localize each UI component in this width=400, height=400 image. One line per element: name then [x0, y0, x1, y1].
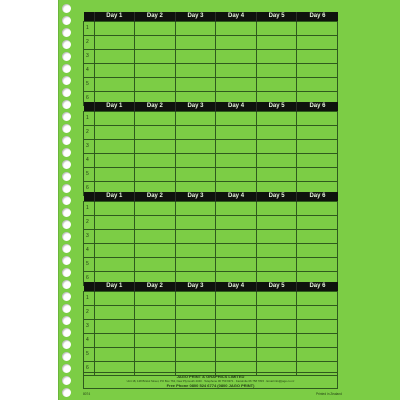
day-header: Day 4 [216, 102, 257, 112]
binding-hole [62, 52, 71, 61]
schedule-cell[interactable] [94, 306, 135, 320]
schedule-cell[interactable] [94, 64, 135, 78]
header-corner [84, 282, 95, 292]
binding-hole [62, 4, 71, 13]
schedule-cell[interactable] [256, 64, 297, 78]
schedule-cell[interactable] [297, 64, 338, 78]
schedule-cell[interactable] [256, 244, 297, 258]
schedule-cell[interactable] [297, 320, 338, 334]
schedule-row [84, 154, 338, 168]
schedule-cell[interactable] [175, 320, 216, 334]
schedule-cell[interactable] [135, 140, 176, 154]
binding-holes [59, 4, 75, 396]
day-header: Day 5 [256, 282, 297, 292]
binding-hole [62, 364, 71, 373]
day-header: Day 3 [175, 192, 216, 202]
binding-hole [62, 208, 71, 217]
header-corner [84, 102, 95, 112]
schedule-cell[interactable] [297, 334, 338, 348]
schedule-cell[interactable] [94, 258, 135, 272]
schedule-cell[interactable] [94, 22, 135, 36]
schedule-cell[interactable] [216, 216, 257, 230]
schedule-cell[interactable] [216, 258, 257, 272]
binding-hole [62, 64, 71, 73]
schedule-cell[interactable] [135, 36, 176, 50]
row-number: 4 [84, 334, 95, 348]
schedule-cell[interactable] [135, 168, 176, 182]
day-header: Day 1 [94, 282, 135, 292]
schedule-cell[interactable] [135, 126, 176, 140]
binding-hole [62, 184, 71, 193]
schedule-cell[interactable] [175, 64, 216, 78]
row-number: 4 [84, 154, 95, 168]
schedule-cell[interactable] [94, 202, 135, 216]
binding-hole [62, 148, 71, 157]
row-number: 5 [84, 168, 95, 182]
schedule-cell[interactable] [216, 140, 257, 154]
schedule-row [84, 50, 338, 64]
schedule-cell[interactable] [256, 202, 297, 216]
binding-hole [62, 340, 71, 349]
schedule-cell[interactable] [216, 334, 257, 348]
schedule-cell[interactable] [297, 22, 338, 36]
schedule-cell[interactable] [256, 22, 297, 36]
schedule-cell[interactable] [216, 112, 257, 126]
schedule-cell[interactable] [175, 168, 216, 182]
day-header: Day 3 [175, 102, 216, 112]
schedule-cell[interactable] [256, 126, 297, 140]
binding-hole [62, 172, 71, 181]
binding-hole [62, 280, 71, 289]
schedule-row [84, 126, 338, 140]
schedule-cell[interactable] [135, 22, 176, 36]
schedule-cell[interactable] [297, 292, 338, 306]
schedule-cell[interactable] [216, 168, 257, 182]
schedule-grid-1 [83, 12, 338, 106]
schedule-cell[interactable] [297, 230, 338, 244]
day-header: Day 6 [297, 282, 338, 292]
schedule-cell[interactable] [175, 216, 216, 230]
binding-hole [62, 160, 71, 169]
schedule-cell[interactable] [256, 306, 297, 320]
schedule-cell[interactable] [175, 348, 216, 362]
freephone: Free Phone 0800 524 6774 (0800 JAGO PRINT) [166, 383, 255, 388]
day-header: Day 5 [256, 192, 297, 202]
printer-footer [83, 372, 338, 389]
schedule-row [84, 292, 338, 306]
day-header: Day 2 [135, 192, 176, 202]
binding-hole [62, 196, 71, 205]
schedule-cell[interactable] [297, 258, 338, 272]
row-number: 6 [84, 362, 95, 376]
schedule-cell[interactable] [135, 202, 176, 216]
binding-hole [62, 40, 71, 49]
schedule-cell[interactable] [94, 168, 135, 182]
schedule-cell[interactable] [94, 36, 135, 50]
row-number: 2 [84, 216, 95, 230]
schedule-cell[interactable] [297, 348, 338, 362]
row-number: 3 [84, 230, 95, 244]
schedule-cell[interactable] [216, 320, 257, 334]
row-number: 6 [84, 272, 95, 286]
binding-hole [62, 328, 71, 337]
schedule-cell[interactable] [94, 126, 135, 140]
schedule-row [84, 112, 338, 126]
schedule-cell[interactable] [135, 334, 176, 348]
schedule-row [84, 64, 338, 78]
row-number: 2 [84, 36, 95, 50]
row-number: 3 [84, 50, 95, 64]
schedule-cell[interactable] [175, 244, 216, 258]
header-corner [84, 12, 95, 22]
day-header: Day 3 [175, 12, 216, 22]
schedule-cell[interactable] [94, 50, 135, 64]
schedule-cell[interactable] [94, 348, 135, 362]
schedule-cell[interactable] [175, 202, 216, 216]
schedule-cell[interactable] [175, 334, 216, 348]
schedule-row [84, 306, 338, 320]
schedule-cell[interactable] [175, 306, 216, 320]
schedule-cell[interactable] [256, 292, 297, 306]
schedule-cell[interactable] [216, 348, 257, 362]
row-number: 2 [84, 306, 95, 320]
schedule-cell[interactable] [216, 64, 257, 78]
schedule-cell[interactable] [297, 202, 338, 216]
day-header: Day 4 [216, 282, 257, 292]
schedule-cell[interactable] [175, 154, 216, 168]
schedule-cell[interactable] [135, 230, 176, 244]
schedule-cell[interactable] [216, 202, 257, 216]
schedule-cell[interactable] [135, 154, 176, 168]
day-header: Day 3 [175, 282, 216, 292]
schedule-row [84, 168, 338, 182]
binding-hole [62, 268, 71, 277]
schedule-cell[interactable] [297, 154, 338, 168]
schedule-cell[interactable] [256, 348, 297, 362]
schedule-cell[interactable] [94, 112, 135, 126]
day-header: Day 6 [297, 102, 338, 112]
schedule-cell[interactable] [216, 230, 257, 244]
binding-hole [62, 388, 71, 397]
schedule-row [84, 334, 338, 348]
row-number: 3 [84, 140, 95, 154]
binding-hole [62, 244, 71, 253]
day-header: Day 6 [297, 192, 338, 202]
binding-hole [62, 88, 71, 97]
schedule-cell[interactable] [135, 292, 176, 306]
schedule-cell[interactable] [216, 50, 257, 64]
schedule-cell[interactable] [135, 78, 176, 92]
schedule-row [84, 22, 338, 36]
schedule-cell[interactable] [216, 244, 257, 258]
schedule-cell[interactable] [297, 168, 338, 182]
row-number: 5 [84, 348, 95, 362]
schedule-cell[interactable] [94, 230, 135, 244]
schedule-cell[interactable] [135, 216, 176, 230]
schedule-cell[interactable] [94, 78, 135, 92]
schedule-cell[interactable] [297, 78, 338, 92]
schedule-cell[interactable] [135, 348, 176, 362]
schedule-cell[interactable] [216, 78, 257, 92]
schedule-row [84, 216, 338, 230]
schedule-cell[interactable] [175, 258, 216, 272]
row-number: 5 [84, 78, 95, 92]
header-corner [84, 192, 95, 202]
schedule-cell[interactable] [256, 154, 297, 168]
schedule-cell[interactable] [135, 112, 176, 126]
day-header: Day 5 [256, 102, 297, 112]
schedule-cell[interactable] [175, 230, 216, 244]
row-number: 6 [84, 182, 95, 196]
day-header: Day 6 [297, 12, 338, 22]
schedule-cell[interactable] [256, 320, 297, 334]
row-number: 1 [84, 292, 95, 306]
schedule-cell[interactable] [216, 22, 257, 36]
schedule-cell[interactable] [135, 258, 176, 272]
schedule-cell[interactable] [135, 64, 176, 78]
binding-hole [62, 316, 71, 325]
schedule-cell[interactable] [135, 244, 176, 258]
binding-hole [62, 16, 71, 25]
row-number: 3 [84, 320, 95, 334]
schedule-cell[interactable] [297, 244, 338, 258]
day-header: Day 4 [216, 192, 257, 202]
binding-hole [62, 76, 71, 85]
schedule-cell[interactable] [135, 320, 176, 334]
schedule-cell[interactable] [297, 50, 338, 64]
binding-hole [62, 100, 71, 109]
binding-hole [62, 376, 71, 385]
schedule-cell[interactable] [256, 112, 297, 126]
schedule-row [84, 230, 338, 244]
row-number: 5 [84, 258, 95, 272]
schedule-cell[interactable] [94, 140, 135, 154]
schedule-cell[interactable] [256, 50, 297, 64]
schedule-row [84, 244, 338, 258]
schedule-cell[interactable] [175, 112, 216, 126]
row-number: 1 [84, 112, 95, 126]
schedule-cell[interactable] [216, 36, 257, 50]
schedule-cell[interactable] [297, 112, 338, 126]
schedule-row [84, 36, 338, 50]
day-header: Day 4 [216, 12, 257, 22]
schedule-cell[interactable] [94, 216, 135, 230]
schedule-cell[interactable] [297, 216, 338, 230]
schedule-cell[interactable] [216, 306, 257, 320]
row-number: 1 [84, 22, 95, 36]
schedule-cell[interactable] [256, 168, 297, 182]
schedule-cell[interactable] [297, 126, 338, 140]
schedule-cell[interactable] [175, 22, 216, 36]
day-header: Day 2 [135, 282, 176, 292]
schedule-row [84, 320, 338, 334]
day-header: Day 2 [135, 102, 176, 112]
schedule-cell[interactable] [175, 126, 216, 140]
schedule-row [84, 140, 338, 154]
schedule-cell[interactable] [216, 154, 257, 168]
company-address: Unit 18, 128 Bristol Street, PO Box 762, New Plymouth 4340 · Telephone 06 759 9971 · Facsimile 06 758 7815 · Email info@jago.co.nz [126, 379, 295, 383]
schedule-cell[interactable] [175, 140, 216, 154]
binding-hole [62, 112, 71, 121]
day-header: Day 1 [94, 12, 135, 22]
schedule-cell[interactable] [135, 306, 176, 320]
row-number: 6 [84, 92, 95, 106]
schedule-grid-3 [83, 192, 338, 286]
binding-hole [62, 304, 71, 313]
schedule-cell[interactable] [297, 306, 338, 320]
schedule-cell[interactable] [94, 334, 135, 348]
binding-hole [62, 352, 71, 361]
schedule-row [84, 78, 338, 92]
schedule-cell[interactable] [94, 244, 135, 258]
binding-hole [62, 220, 71, 229]
schedule-cell[interactable] [256, 230, 297, 244]
day-header: Day 2 [135, 12, 176, 22]
schedule-cell[interactable] [175, 292, 216, 306]
row-number: 1 [84, 202, 95, 216]
schedule-row [84, 348, 338, 362]
schedule-cell[interactable] [94, 154, 135, 168]
schedule-row [84, 202, 338, 216]
schedule-cell[interactable] [297, 36, 338, 50]
schedule-cell[interactable] [175, 78, 216, 92]
schedule-cell[interactable] [175, 36, 216, 50]
schedule-grid-4 [83, 282, 338, 376]
binding-hole [62, 28, 71, 37]
company-name: JAGO PRINT & GRAPHICS LIMITED [176, 374, 245, 379]
schedule-cell[interactable] [94, 292, 135, 306]
row-number: 4 [84, 64, 95, 78]
day-header: Day 1 [94, 192, 135, 202]
schedule-row [84, 258, 338, 272]
schedule-grid-2 [83, 102, 338, 196]
schedule-cell[interactable] [216, 292, 257, 306]
day-header: Day 1 [94, 102, 135, 112]
schedule-cell[interactable] [94, 320, 135, 334]
schedule-cell[interactable] [256, 36, 297, 50]
row-number: 4 [84, 244, 95, 258]
schedule-cell[interactable] [175, 50, 216, 64]
schedule-cell[interactable] [256, 216, 297, 230]
print-note: Printed in Zealand [316, 392, 342, 396]
form-code: 8074 [83, 392, 91, 396]
day-header: Day 5 [256, 12, 297, 22]
binding-hole [62, 292, 71, 301]
binding-hole [62, 256, 71, 265]
row-number: 2 [84, 126, 95, 140]
schedule-cell[interactable] [256, 78, 297, 92]
schedule-cell[interactable] [135, 50, 176, 64]
binding-hole [62, 232, 71, 241]
schedule-cell[interactable] [256, 334, 297, 348]
binding-hole [62, 136, 71, 145]
schedule-cell[interactable] [216, 126, 257, 140]
schedule-cell[interactable] [297, 140, 338, 154]
schedule-cell[interactable] [256, 258, 297, 272]
schedule-cell[interactable] [256, 140, 297, 154]
binding-hole [62, 124, 71, 133]
